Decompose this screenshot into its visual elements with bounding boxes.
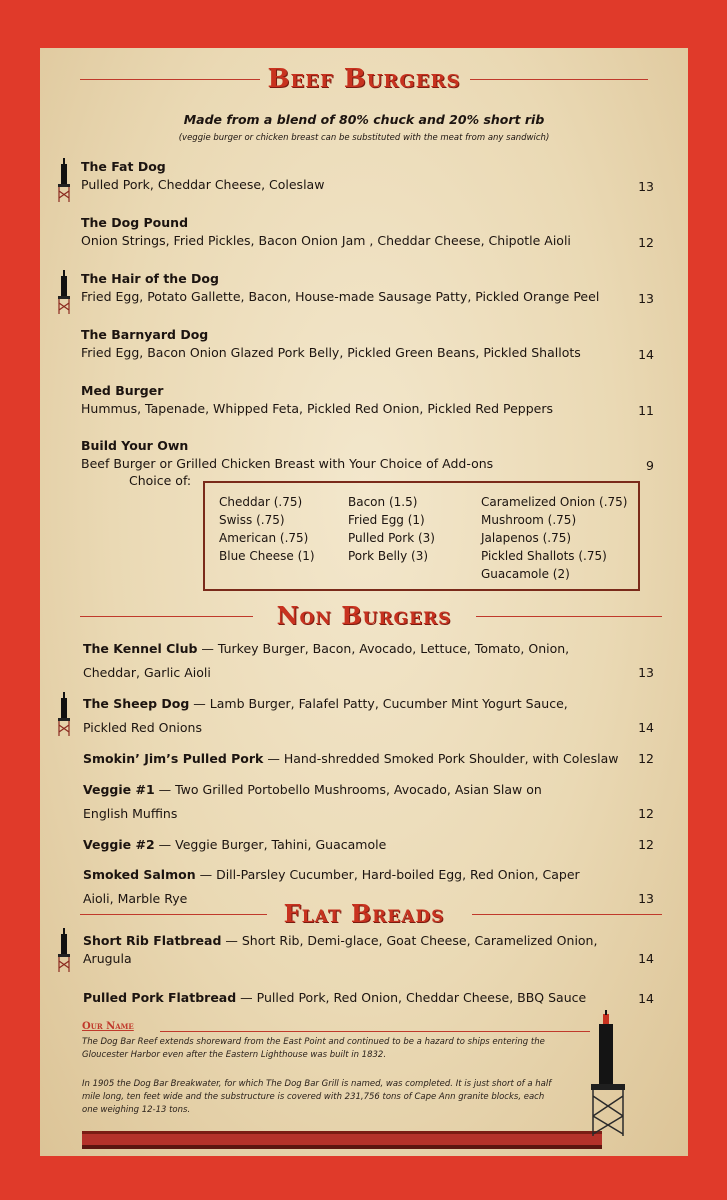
item-name: Short Rib Flatbread (83, 933, 222, 948)
item-price: 12 (638, 806, 654, 821)
add-on: Jalapenos (.75) (481, 531, 572, 545)
menu-item (81, 158, 626, 194)
item-desc: Pulled Pork, Cheddar Cheese, Coleslaw (81, 177, 325, 192)
lighthouse-icon (583, 1010, 633, 1138)
menu-page (40, 48, 688, 1156)
item-desc: Two Grilled Portobello Mushrooms, Avocado, Asian Slaw on (175, 782, 542, 797)
add-on: Bacon (1.5) (348, 495, 418, 509)
item-desc: Pulled Pork, Red Onion, Cheddar Cheese, BBQ Sauce (256, 990, 587, 1005)
add-on: Pulled Pork (3) (348, 531, 435, 545)
beef-burgers-header (40, 64, 688, 94)
item-price: 14 (638, 991, 654, 1006)
our-name-heading: Our Name (82, 1021, 134, 1032)
our-name-paragraph: In 1905 the Dog Bar Breakwater, for which The Dog Bar Grill is named, was completed. It is just short of a half mile long, ten feet wide and the substructure is covered with 231,756 tons of Cape Ann granite blocks, each one weighing 12-13 tons. (82, 1079, 552, 1115)
item-desc: Beef Burger or Grilled Chicken Breast with Your Choice of Add-ons (81, 456, 494, 471)
non-burgers-header (40, 601, 688, 630)
dash: — (236, 990, 257, 1005)
item-price: 14 (638, 720, 654, 735)
item-name: Veggie #2 (83, 837, 155, 852)
item-price: 12 (638, 751, 654, 766)
dash: — (263, 751, 284, 766)
item-desc: Hummus, Tapenade, Whipped Feta, Pickled Red Onion, Pickled Red Peppers (81, 401, 554, 416)
item-desc: Short Rib, Demi-glace, Goat Cheese, Caramelized Onion, (241, 933, 598, 948)
item-desc: Lamb Burger, Falafel Patty, Cucumber Mint Yogurt Sauce, (209, 696, 568, 711)
item-name: Build Your Own (81, 438, 189, 453)
choice-label: Choice of: (129, 473, 192, 488)
add-on: American (.75) (219, 531, 309, 545)
add-on: Swiss (.75) (219, 513, 285, 527)
item-desc: Arugula (83, 951, 132, 966)
add-ons-column (348, 493, 435, 565)
item-name: The Hair of the Dog (81, 271, 219, 286)
add-ons-column (219, 493, 315, 565)
item-price: 13 (638, 291, 654, 306)
menu-item (81, 437, 626, 473)
menu-item (81, 326, 626, 362)
item-price: 12 (638, 837, 654, 852)
item-price: 13 (638, 891, 654, 906)
menu-item (81, 214, 626, 250)
item-desc: Hand-shredded Smoked Pork Shoulder, with Coleslaw (283, 751, 619, 766)
item-name: Pulled Pork Flatbread (83, 990, 237, 1005)
item-price: 14 (638, 951, 654, 966)
item-name: The Barnyard Dog (81, 327, 209, 342)
menu-item (83, 833, 628, 857)
dash: — (154, 782, 176, 797)
item-price: 11 (638, 403, 654, 418)
divider (160, 1031, 590, 1032)
lighthouse-icon (57, 928, 71, 972)
menu-item (83, 989, 628, 1007)
lighthouse-icon (57, 692, 71, 736)
add-on: Caramelized Onion (.75) (481, 495, 628, 509)
item-desc: Onion Strings, Fried Pickles, Bacon Onion Jam , Cheddar Cheese, Chipotle Aioli (81, 233, 571, 248)
item-name: The Kennel Club (83, 641, 198, 656)
add-on: Pickled Shallots (.75) (481, 549, 607, 563)
flat-breads-header (40, 899, 688, 928)
item-name: The Sheep Dog (83, 696, 190, 711)
item-name: Veggie #1 (83, 782, 155, 797)
item-price: 14 (638, 347, 654, 362)
menu-item (83, 747, 628, 771)
add-on: Pork Belly (3) (348, 549, 429, 563)
dash: — (197, 641, 218, 656)
menu-item (83, 932, 628, 968)
item-name: Smoked Salmon (83, 867, 196, 882)
item-name: Med Burger (81, 383, 164, 398)
our-name-paragraph: The Dog Bar Reef extends shoreward from the East Point and continued to be a hazard to ships entering the Gloucester Harbor even after the Eastern Lighthouse was built in 1832. (82, 1037, 545, 1060)
breakwater-shadow (82, 1145, 602, 1149)
menu-item (83, 637, 628, 685)
item-desc: Veggie Burger, Tahini, Guacamole (175, 837, 387, 852)
add-on: Fried Egg (1) (348, 513, 425, 527)
item-name: The Fat Dog (81, 159, 166, 174)
item-price: 12 (638, 235, 654, 250)
lighthouse-icon (57, 270, 71, 314)
dash: — (189, 696, 210, 711)
item-name: Smokin’ Jim’s Pulled Pork (83, 751, 264, 766)
dash: — (195, 867, 217, 882)
item-price: 13 (638, 179, 654, 194)
item-name: The Dog Pound (81, 215, 189, 230)
beef-subtitle: Made from a blend of 80% chuck and 20% short rib (183, 112, 545, 127)
add-on: Cheddar (.75) (219, 495, 303, 509)
item-desc: Aioli, Marble Rye (83, 891, 188, 906)
item-desc: Fried Egg, Potato Gallette, Bacon, House-made Sausage Patty, Pickled Orange Peel (81, 289, 600, 304)
dash: — (154, 837, 176, 852)
item-desc: English Muffins (83, 806, 178, 821)
section-title: Non Burgers (276, 601, 452, 630)
section-title: Flat Breads (283, 899, 445, 928)
lighthouse-icon (57, 158, 71, 202)
item-price: 13 (638, 665, 654, 680)
add-on: Guacamole (2) (481, 567, 570, 581)
item-desc: Turkey Burger, Bacon, Avocado, Lettuce, Tomato, Onion, (217, 641, 570, 656)
add-ons-column (481, 493, 627, 583)
menu-item (83, 692, 628, 740)
item-desc: Cheddar, Garlic Aioli (83, 665, 211, 680)
add-on: Blue Cheese (1) (219, 549, 315, 563)
add-on: Mushroom (.75) (481, 513, 577, 527)
menu-item (83, 778, 628, 826)
item-price: 9 (646, 458, 654, 473)
section-title: Beef Burgers (267, 64, 461, 94)
item-desc: Fried Egg, Bacon Onion Glazed Pork Belly, Pickled Green Beans, Pickled Shallots (81, 345, 581, 360)
add-ons-box (203, 481, 640, 591)
item-desc: Dill-Parsley Cucumber, Hard-boiled Egg, Red Onion, Caper (216, 867, 580, 882)
menu-item (81, 382, 626, 418)
menu-item (81, 270, 626, 306)
beef-note: (veggie burger or chicken breast can be substituted with the meat from any sandwich) (178, 133, 550, 143)
dash: — (221, 933, 242, 948)
item-desc: Pickled Red Onions (83, 720, 202, 735)
